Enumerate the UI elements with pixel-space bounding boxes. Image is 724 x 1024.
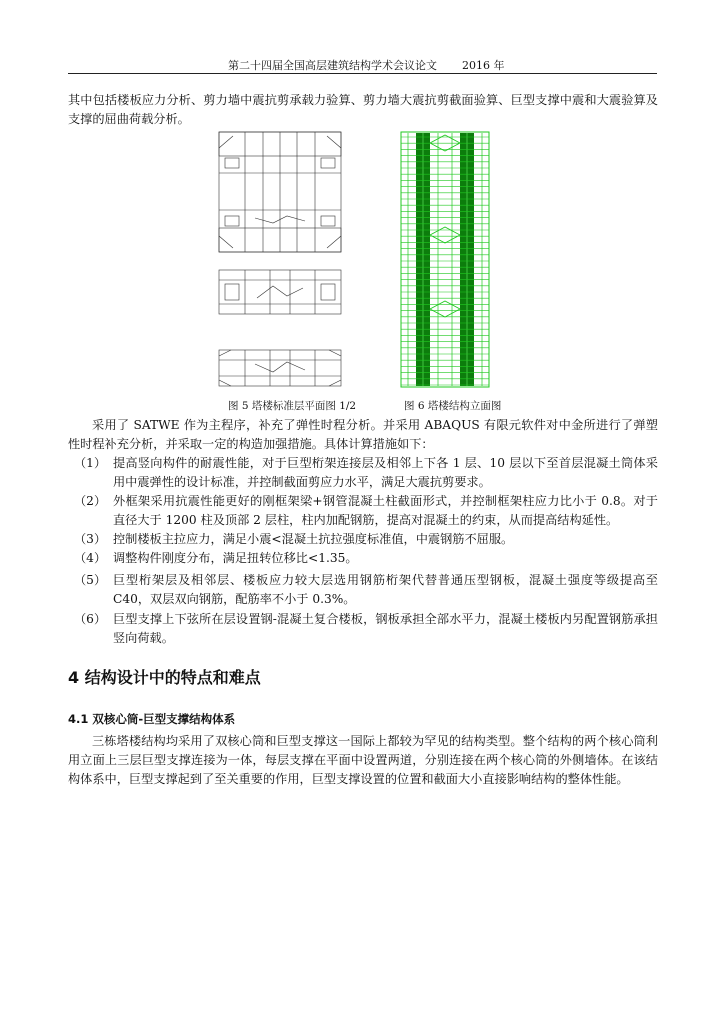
list-item-number: （6）: [74, 612, 107, 626]
page-header: [68, 57, 657, 74]
subsection-paragraph: 三栋塔楼结构均采用了双核心筒和巨型支撑这一国际上都较为罕见的结构类型。整个结构的两个核心筒利用立面上三层巨型支撑连接为一体，每层支撑在平面中设置两道，分别连接在两个核心筒的外侧墙体。在该结构体系中，巨型支撑起到了至关重要的作用，巨型支撑设置的位置和截面大小直接影响结构的整体性能。: [68, 734, 658, 786]
figure-elevation: [400, 131, 490, 388]
list-item: [68, 492, 658, 530]
figure-5-caption: 图 5 塔楼标准层平面图 1/2: [228, 400, 357, 412]
list-item-text: 调整构件刚度分布，满足扭转位移比<1.35。: [113, 551, 358, 565]
list-item-text: 控制楼板主拉应力，满足小震<混凝土抗拉强度标准值，中震钢筋不屈服。: [113, 532, 514, 546]
intro-paragraph: 其中包括楼板应力分析、剪力墙中震抗剪承载力验算、剪力墙大震抗剪截面验算、巨型支撑中震和大震验算及支撑的屈曲荷载分析。: [68, 93, 658, 126]
list-item-number: （5）: [74, 573, 107, 587]
list-item-text: 提高竖向构件的耐震性能，对于巨型桁架连接层及相邻上下各 1 层、10 层以下至首层混凝土筒体采用中震弹性的设计标准，并控制截面剪应力水平，满足大震抗剪要求。: [113, 456, 658, 489]
subsection-title: 4.1 双核心筒-巨型支撑结构体系: [68, 712, 236, 726]
section-title: 4 结构设计中的特点和难点: [68, 668, 261, 687]
list-item: [68, 454, 658, 492]
list-item: [68, 571, 658, 609]
list-item-text: 巨型支撑上下弦所在层设置钢-混凝土复合楼板，钢板承担全部水平力，混凝土楼板内另配置钢筋承担竖向荷载。: [113, 612, 658, 645]
elevation-drawing: [400, 131, 490, 388]
list-item: [68, 530, 658, 549]
list-item: [68, 610, 658, 648]
list-item: [68, 549, 658, 568]
conference-year: 2016 年: [462, 59, 505, 72]
method-paragraph: 采用了 SATWE 作为主程序，补充了弹性时程分析。并采用 ABAQUS 有限元软件对中金所进行了弹塑性时程补充分析，并采取一定的构造加强措施。具体计算措施如下：: [68, 418, 658, 451]
list-item-text: 外框架采用抗震性能更好的刚框架梁+钢管混凝土柱截面形式，并控制框架柱应力比小于 0.8。对于直径大于 1200 柱及顶部 2 层柱，柱内加配钢筋，提高对混凝土的约束，从而提高结构延性。: [113, 494, 658, 527]
list-item-number: （4）: [74, 551, 107, 565]
floor-plan-drawing: [215, 128, 345, 390]
conference-name: 第二十四届全国高层建筑结构学术会议论文: [228, 59, 437, 72]
figure-floor-plan: [215, 128, 345, 390]
figure-6-caption: 图 6 塔楼结构立面图: [404, 400, 502, 412]
list-item-text: 巨型桁架层及相邻层、楼板应力较大层选用钢筋桁架代替普通压型钢板，混凝土强度等级提高至 C40，双层双向钢筋，配筋率不小于 0.3%。: [113, 573, 658, 606]
list-item-number: （3）: [74, 532, 107, 546]
list-item-number: （1）: [74, 456, 107, 470]
list-item-number: （2）: [74, 494, 107, 508]
